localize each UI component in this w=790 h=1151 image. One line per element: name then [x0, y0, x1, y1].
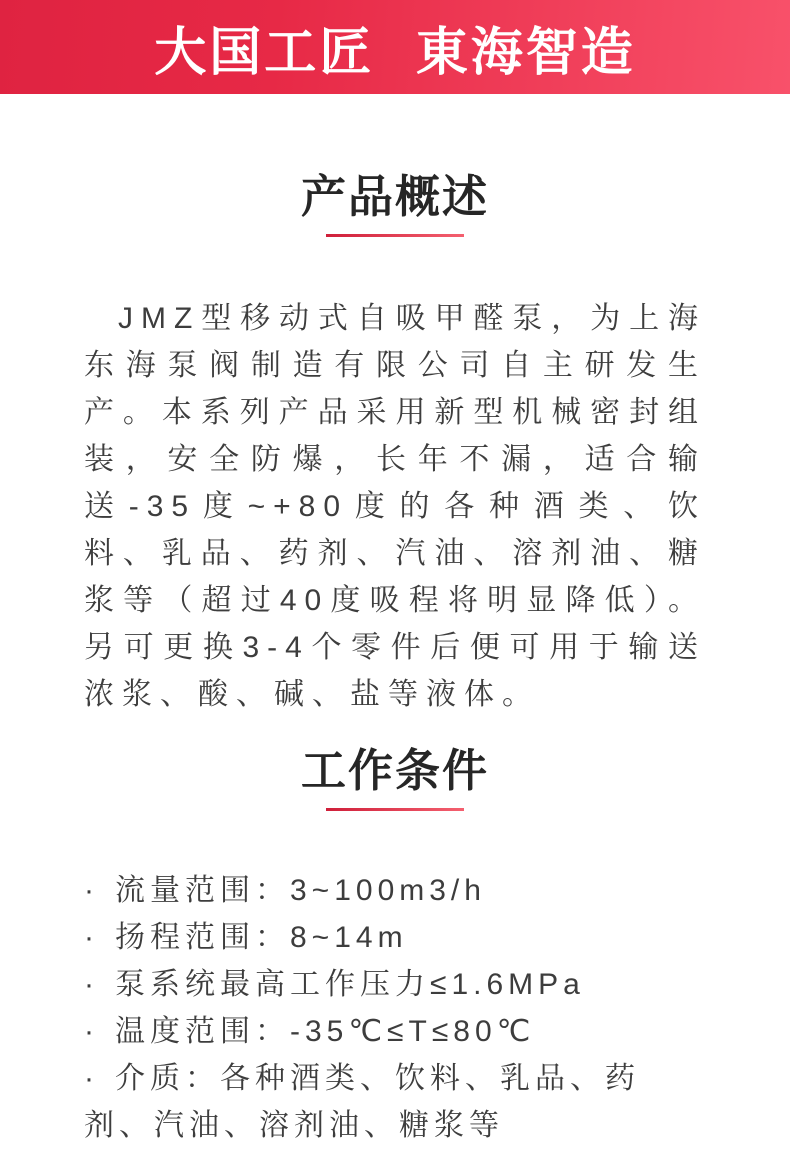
list-item: [84, 961, 706, 1008]
banner-slogan: 大国工匠 東海智造: [154, 23, 636, 82]
overview-paragraph: JMZ型移动式自吸甲醛泵，为上海东海泵阀制造有限公司自主研发生产。本系列产品采用新型机械密封组装，安全防爆，长年不漏，适合输送-35度~+80度的各种酒类、饮料、乳品、药剂、汽油、溶剂油、糖浆等（超过40度吸程将明显降低）。另可更换3-4个零件后便可用于输送浓浆、酸、碱、盐等液体。: [84, 302, 706, 711]
condition-text: 温度范围：-35℃≤T≤80℃: [115, 1015, 536, 1048]
bullet-icon: ·: [84, 1062, 99, 1095]
overview-title: 产品概述: [300, 171, 489, 222]
condition-text: 介质：各种酒类、饮料、乳品、药剂、汽油、溶剂油、糖浆等: [84, 1062, 640, 1142]
conditions-title: 工作条件: [300, 745, 489, 796]
bullet-icon: ·: [84, 968, 99, 1001]
condition-text: 扬程范围：8~14m: [115, 921, 408, 954]
list-item: [84, 867, 706, 914]
overview-section: [84, 295, 706, 718]
list-item: [84, 914, 706, 961]
list-item: [84, 1055, 706, 1149]
conditions-list: [84, 867, 706, 1149]
bullet-icon: ·: [84, 874, 99, 907]
bullet-icon: ·: [84, 1015, 99, 1048]
condition-text: 流量范围：3~100m3/h: [115, 874, 486, 907]
overview-title-underline: [326, 234, 464, 237]
list-item: [84, 1008, 706, 1055]
top-banner: [0, 0, 790, 94]
bullet-icon: ·: [84, 921, 99, 954]
conditions-title-underline: [326, 808, 464, 811]
condition-text: 泵系统最高工作压力≤1.6MPa: [115, 968, 585, 1001]
